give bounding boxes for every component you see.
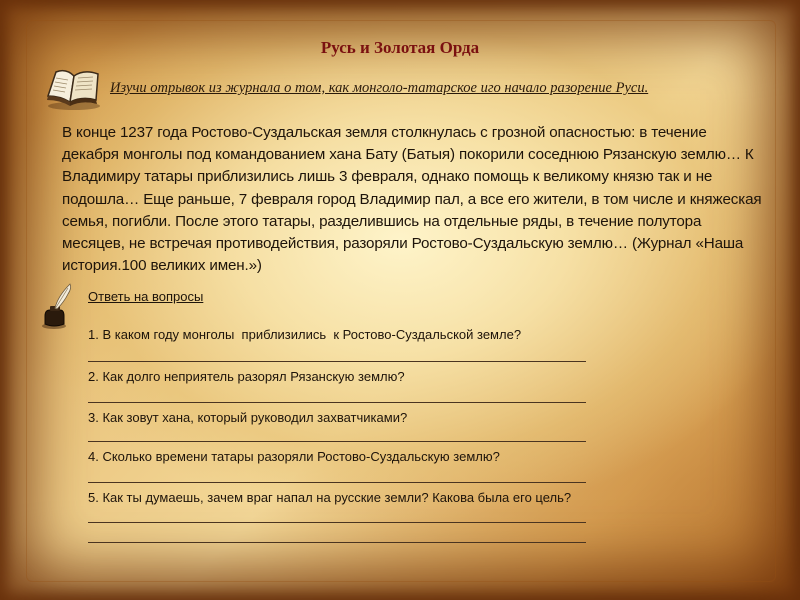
question-1: 1. В каком году монголы приблизились к Ростово-Суздальской земле? [88,327,522,342]
instruction-text: Изучи отрывок из журнала о том, как монголо-татарское иго начало разорение Руси. [110,80,649,96]
slide-title: Русь и Золотая Орда [320,38,480,57]
quill-inkwell-icon [40,282,76,330]
answer-line-3[interactable] [88,441,586,442]
answer-line-4[interactable] [88,482,586,483]
question-2: 2. Как долго неприятель разорял Рязанскую землю? [88,369,405,384]
answer-line-5b[interactable] [88,542,586,543]
answer-line-5a[interactable] [88,522,586,523]
journal-passage: В конце 1237 года Ростово-Суздальская земля столкнулась с грозной опасностью: в течение декабря монголы под командованием хана Бату (Батыя) покорили соседнюю Рязанскую землю… К Владимиру татары приблизились лишь 3 февраля, однако помощь к великому князю так и не подошла… Еще раньше, 7 февраля город Владимир пал, а все его жители, в том числе и княжеская семья, погибли. После этого татары, разделившись на отдельные ряды, в течение полутора месяцев, не встречая противодействия, разоряли Ростово-Суздальскую землю… (Журнал «Наша история.100 великих имен.») [62,124,762,275]
answer-heading: Ответь на вопросы [88,289,204,304]
question-4: 4. Сколько времени татары разоряли Ростово-Суздальскую землю? [88,449,500,464]
answer-line-2[interactable] [88,402,586,403]
question-3: 3. Как зовут хана, который руководил захватчиками? [88,410,408,425]
answer-line-1[interactable] [88,361,586,362]
question-5: 5. Как ты думаешь, зачем враг напал на русские земли? Какова была его цель? [88,490,572,505]
open-book-icon [44,66,104,112]
